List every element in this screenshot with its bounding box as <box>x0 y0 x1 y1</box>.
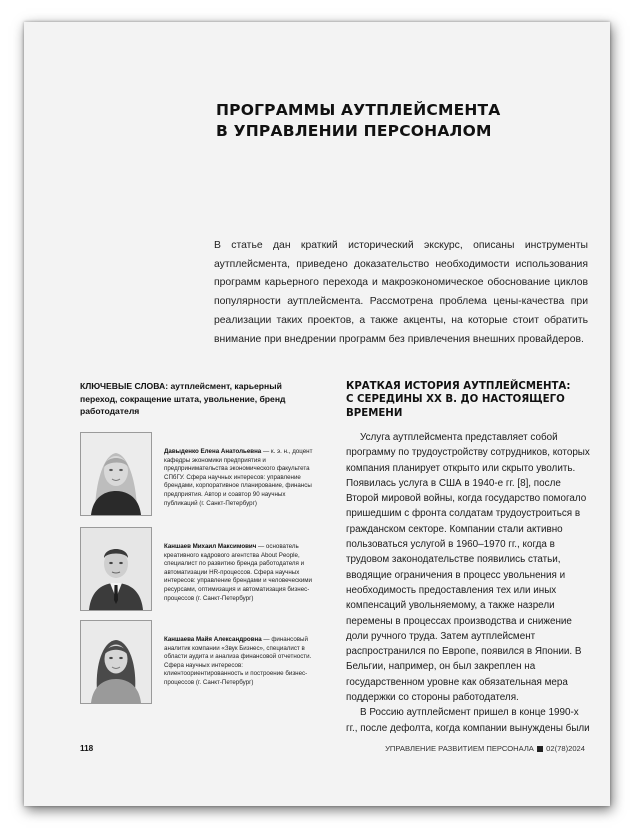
author-description: — финансовый аналитик компании «Звук Бизнес», специалист в области аудита и анализа финансовой отчетности. Сфера научных интересов: клиентоориентированность и построение бизнес-процессов (г. Санкт-Петербург) <box>164 636 312 686</box>
keywords-label: КЛЮЧЕВЫЕ СЛОВА: <box>80 381 169 391</box>
author-name: Давыденко Елена Анатольевна <box>164 448 262 455</box>
author-card-kanshaeva <box>80 620 320 702</box>
author-name: Каншаева Майя Александровна <box>164 636 262 643</box>
section-heading-line-1: КРАТКАЯ ИСТОРИЯ АУТПЛЕЙСМЕНТА: <box>346 381 571 392</box>
section-heading-line-2: С СЕРЕДИНЫ XX В. ДО НАСТОЯЩЕГО <box>346 394 565 406</box>
keywords-text: аутплейсмент, карьерный переход, сокращение штата, увольнение, бренд работодателя <box>80 381 286 416</box>
author-bio <box>164 448 320 508</box>
journal-issue: 02(78)2024 <box>546 744 585 753</box>
article-title-line-1: ПРОГРАММЫ АУТПЛЕЙСМЕНТА <box>216 101 501 119</box>
body-paragraph: Услуга аутплейсмента представляет собой программу по трудоустройству сотрудников, которых компания планирует открыто или скрыто уволить. Появилась услуга в США в 1940-е гг. [8], после Второй мировой войны, когда государство помогало пришедшим с фронта солдатам трудоустроиться в гражданском секторе. Компании стали активно пользоваться услугой в 1960–1970 гг., когда в трудовом законодательстве появились статьи, вводящие ограничения в процесс увольнения и необходимость предоставления тех или иных компенсаций увольняемому, а также назрели перемены в процессах производства и снижение доли ручного труда. Затем аутплейсмент распространился по Европе, появился в Японии. В Бельгии, например, он был закреплен на государственном уровне как обязательная мера поддержки со стороны работодателя. <box>346 432 590 704</box>
keywords <box>80 380 302 418</box>
woman-blonde-portrait-photo <box>80 432 152 516</box>
man-suit-portrait-photo <box>80 527 152 611</box>
author-description: — к. э. н., доцент кафедры экономики предприятия и предпринимательства экономического факультета СПбГУ. Сфера научных интересов: управление брендами, корпоративное планирование, финансы предприятия. Автор и соавтор 90 научных публикаций (г. Санкт-Петербург) <box>164 448 313 507</box>
square-separator-icon <box>537 746 543 752</box>
journal-page <box>24 22 610 806</box>
woman-dark-hair-portrait-photo <box>80 620 152 704</box>
author-description: — основатель креативного кадрового агентства About People, специалист по развитию бренда работодателя и автоматизации HR-процессов. Сфера научных интересов: управление брендами и человеческими ресурсами, оптимизация и автоматизация бизнес-процессов (г. Санкт-Петербург) <box>164 543 313 602</box>
article-abstract: В статье дан краткий исторический экскурс, описаны инструменты аутплейсмента, приведено доказательство необходимости использования программ карьерного перехода и макроэкономическое обоснование циклов популярности аутплейсмента. Рассмотрена проблема цены-качества при реализации таких проектов, а также акценты, на которые стоит обратить внимание при внедрении программ без привлечения внешних провайдеров. <box>214 240 588 345</box>
article-body <box>346 430 592 736</box>
body-paragraph: В Россию аутплейсмент пришел в конце 1990-х гг., после дефолта, когда компании вынуждены были <box>346 707 590 734</box>
journal-name: УПРАВЛЕНИЕ РАЗВИТИЕМ ПЕРСОНАЛА <box>385 744 534 753</box>
article-title-line-2: В УПРАВЛЕНИИ ПЕРСОНАЛОМ <box>216 122 492 140</box>
author-bio <box>164 543 320 603</box>
journal-footer <box>385 744 585 753</box>
section-heading-line-3: ВРЕМЕНИ <box>346 407 403 419</box>
article-title <box>216 100 501 142</box>
author-bio <box>164 636 320 688</box>
author-card-davydenko <box>80 432 320 514</box>
section-heading <box>346 380 596 420</box>
author-card-kanshaev <box>80 527 320 609</box>
page-number: 118 <box>80 744 94 753</box>
author-name: Каншаев Михаил Максимович <box>164 543 257 550</box>
